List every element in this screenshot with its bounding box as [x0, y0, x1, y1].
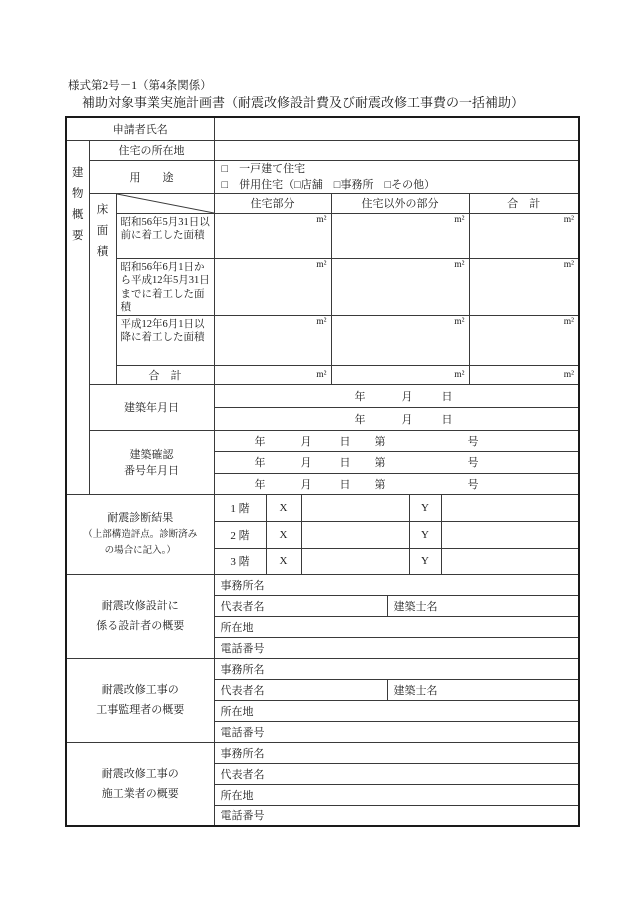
x-value-cell — [301, 521, 409, 548]
floor-2-label: 2 階 — [214, 521, 266, 548]
year-label: 年 — [254, 435, 266, 448]
table-row — [66, 258, 579, 315]
floor-area-row-label: 平成12年6月1日以降に着工した面積 — [116, 315, 214, 365]
table-row — [66, 430, 579, 451]
designer-architect-label: 建築士名 — [387, 595, 579, 616]
unit-m2: m² — [454, 316, 465, 327]
contractor-phone-label: 電話番号 — [214, 805, 579, 826]
diagonal-header-cell — [116, 193, 214, 213]
area-total-cell — [469, 213, 579, 258]
supervisor-label-line1: 耐震改修工事の — [101, 684, 179, 696]
unit-m2: m² — [316, 214, 327, 225]
contractor-label-line2: 施工業者の概要 — [101, 787, 179, 800]
table-row — [66, 117, 579, 140]
number-suffix-label: 号 — [467, 478, 479, 491]
x-label: X — [266, 521, 301, 548]
area-housing-cell — [214, 213, 331, 258]
address-label: 住宅の所在地 — [89, 140, 214, 160]
confirmation-row — [214, 451, 579, 473]
day-label: 日 — [441, 390, 453, 403]
supervisor-section-label-cell — [66, 658, 214, 742]
unit-m2: m² — [454, 214, 465, 225]
building-overview-group-cell — [66, 140, 89, 494]
usage-option-detached: □ 一戸建て住宅 — [221, 162, 306, 175]
table-row — [66, 658, 579, 679]
contractor-address-label: 所在地 — [214, 784, 579, 805]
table-row — [66, 160, 579, 193]
month-label: 月 — [401, 390, 413, 403]
area-total-cell — [469, 315, 579, 365]
usage-options-cell — [214, 160, 579, 193]
area-housing-cell — [214, 315, 331, 365]
supervisor-representative-label: 代表者名 — [214, 679, 387, 700]
floor-area-group-cell — [89, 193, 116, 384]
table-row — [66, 193, 579, 213]
diagonal-line — [117, 194, 214, 213]
y-value-cell — [441, 548, 579, 574]
contractor-section-label-cell — [66, 742, 214, 826]
area-non-housing-cell — [331, 315, 469, 365]
number-suffix-label: 号 — [467, 457, 479, 469]
year-label: 年 — [254, 457, 266, 469]
number-prefix-label: 第 — [374, 457, 386, 469]
form-sheet — [65, 79, 578, 827]
area-non-housing-cell — [331, 258, 469, 315]
address-value-cell — [214, 140, 579, 160]
number-prefix-label: 第 — [374, 478, 386, 491]
floor-area-row-label: 昭和56年5月31日以前に着工した面積 — [116, 213, 214, 258]
month-label: 月 — [300, 457, 312, 469]
usage-option-mixed: □ 併用住宅（□店舗 □事務所 □その他） — [221, 178, 436, 191]
confirmation-row — [214, 473, 579, 494]
area-total-cell — [469, 258, 579, 315]
table-row — [66, 574, 579, 595]
form-number: 様式第2号－1（第4条関係） — [68, 80, 212, 92]
floor-1-label: 1 階 — [214, 494, 266, 521]
seismic-diagnosis-note-line2: の場合に記入。） — [104, 545, 176, 556]
supervisor-phone-label: 電話番号 — [214, 721, 579, 742]
unit-m2: m² — [563, 369, 575, 380]
table-row — [66, 213, 579, 258]
floor-area-total-row-label: 合 計 — [116, 365, 214, 384]
area-grand-total-cell — [469, 365, 579, 384]
designer-phone-label: 電話番号 — [214, 637, 579, 658]
day-label: 日 — [441, 413, 453, 426]
supervisor-label-line2: 工事監理者の概要 — [96, 704, 185, 716]
month-label: 月 — [401, 413, 413, 426]
designer-office-label: 事務所名 — [214, 574, 579, 595]
x-label: X — [266, 494, 301, 521]
designer-representative-label: 代表者名 — [214, 595, 387, 616]
unit-m2: m² — [454, 369, 465, 380]
unit-m2: m² — [454, 259, 465, 270]
contractor-office-label: 事務所名 — [214, 742, 579, 763]
year-label: 年 — [354, 413, 366, 426]
supervisor-address-label: 所在地 — [214, 700, 579, 721]
col-header-housing: 住宅部分 — [214, 193, 331, 213]
number-prefix-label: 第 — [374, 435, 386, 448]
y-value-cell — [441, 494, 579, 521]
day-label: 日 — [339, 457, 351, 469]
designer-label-line2: 係る設計者の概要 — [96, 620, 185, 632]
page-title: 補助対象事業実施計画書（耐震改修設計費及び耐震改修工事費の一括補助） — [82, 95, 525, 110]
y-label: Y — [409, 521, 441, 548]
area-housing-total-cell — [214, 365, 331, 384]
applicant-name-value-cell — [214, 117, 579, 140]
unit-m2: m² — [316, 259, 327, 270]
seismic-diagnosis-label: 耐震診断結果 — [107, 511, 174, 524]
usage-label: 用 途 — [89, 160, 214, 193]
table-row — [66, 315, 579, 365]
year-label: 年 — [254, 478, 266, 491]
table-row — [66, 742, 579, 763]
x-label: X — [266, 548, 301, 574]
number-suffix-label: 号 — [467, 435, 479, 448]
confirmation-label-line1: 建築確認 — [129, 449, 174, 461]
seismic-diagnosis-note-line1: （上部構造評点。診断済み — [83, 529, 198, 540]
month-label: 月 — [300, 478, 312, 491]
x-value-cell — [301, 548, 409, 574]
col-header-non-housing: 住宅以外の部分 — [331, 193, 469, 213]
table-row — [66, 384, 579, 407]
confirmation-row — [214, 430, 579, 451]
col-header-total: 合 計 — [469, 193, 579, 213]
building-overview-label: 建物概要 — [72, 166, 84, 242]
designer-section-label-cell — [66, 574, 214, 658]
construction-date-label: 建築年月日 — [89, 384, 214, 430]
unit-m2: m² — [563, 214, 575, 225]
designer-address-label: 所在地 — [214, 616, 579, 637]
construction-date-row — [214, 384, 579, 407]
area-non-housing-cell — [331, 213, 469, 258]
designer-label-line1: 耐震改修設計に — [101, 600, 179, 612]
floor-3-label: 3 階 — [214, 548, 266, 574]
table-row — [66, 494, 579, 521]
supervisor-architect-label: 建築士名 — [387, 679, 579, 700]
day-label: 日 — [339, 435, 351, 448]
applicant-name-label: 申請者氏名 — [66, 117, 214, 140]
day-label: 日 — [339, 478, 351, 491]
contractor-label-line1: 耐震改修工事の — [101, 767, 179, 780]
floor-area-row-label: 昭和56年6月1日から平成12年5月31日までに着工した面積 — [116, 258, 214, 315]
x-value-cell — [301, 494, 409, 521]
confirmation-label-cell — [89, 430, 214, 494]
unit-m2: m² — [316, 316, 327, 327]
year-label: 年 — [354, 390, 366, 403]
y-label: Y — [409, 548, 441, 574]
application-form-table — [65, 116, 580, 827]
unit-m2: m² — [316, 369, 327, 380]
construction-date-row — [214, 407, 579, 430]
supervisor-office-label: 事務所名 — [214, 658, 579, 679]
table-row — [66, 140, 579, 160]
contractor-representative-label: 代表者名 — [214, 763, 579, 784]
unit-m2: m² — [563, 316, 575, 327]
confirmation-label-line2: 番号年月日 — [124, 465, 179, 477]
month-label: 月 — [300, 435, 312, 448]
seismic-diagnosis-label-cell — [66, 494, 214, 574]
area-housing-cell — [214, 258, 331, 315]
unit-m2: m² — [563, 259, 575, 270]
y-label: Y — [409, 494, 441, 521]
table-row — [66, 365, 579, 384]
floor-area-label: 床面積 — [96, 203, 109, 258]
area-non-housing-total-cell — [331, 365, 469, 384]
y-value-cell — [441, 521, 579, 548]
